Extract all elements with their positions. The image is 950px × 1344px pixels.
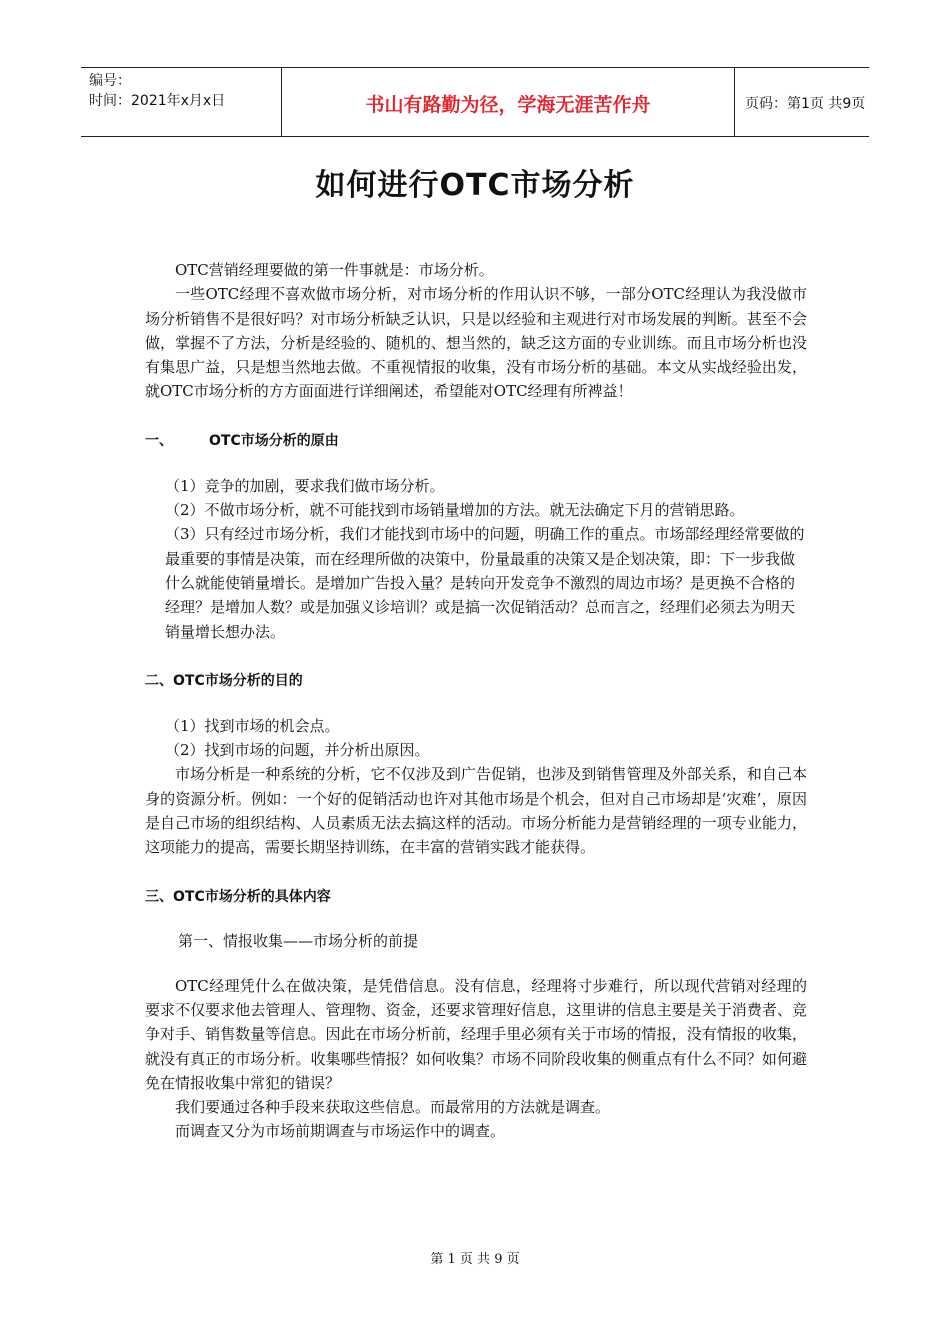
section-3-subheading: 第一、情报收集——市场分析的前提 [178,931,419,950]
section-1-number: 一、 [145,432,173,449]
document-title: 如何进行OTC市场分析 [315,168,635,203]
document-header [81,67,869,137]
section-2-item: （2）找到市场的问题，并分析出原因。 [165,741,430,760]
section-1-title: OTC市场分析的原由 [209,432,339,449]
section-2-heading: 二、OTC市场分析的目的 [145,672,303,689]
header-motto: 书山有路勤为径，学海无涯苦作舟 [365,94,651,116]
header-right-cell [735,68,869,136]
section-2-paragraph: 市场分析是一种系统的分析，它不仅涉及到广告促销，也涉及到销售管理及外部关系，和自己本身的资源分析。例如：一个好的促销活动也许对其他市场是个机会，但对自己市场却是‘灾难’，原因是自己市场的组织结构、人员素质无法去搞这样的活动。市场分析能力是营销经理的一项专业能力，这项能力的提高，需要长期坚持训练，在丰富的营销实践才能获得。 [145,765,807,857]
section-2-item: （1）找到市场的机会点。 [165,716,340,735]
section-1-heading [145,430,807,452]
serial-label: 编号： [89,73,131,89]
section-3-heading: 三、OTC市场分析的具体内容 [145,888,331,905]
header-left-cell [81,68,281,136]
section-1-item: （2）不做市场分析，就不可能找到市场销量增加的方法。就无法确定下月的营销思路。 [165,501,745,520]
section-3-paragraph-2: 我们要通过各种手段来获取这些信息。而最常用的方法就是调查。 [175,1098,611,1117]
header-page-info: 页码：第1页 共9页 [745,96,866,112]
intro-paragraph-2: 一些OTC经理不喜欢做市场分析，对市场分析的作用认识不够，一部分OTC经理认为我没做市场分析销售不是很好吗？对市场分析缺乏认识，只是以经验和主观进行对市场发展的判断。甚至不会做，掌握不了方法，分析是经验的、随机的、想当然的，缺乏这方面的专业训练。而且市场分析也没有集思广益，只是想当然地去做。不重视情报的收集，没有市场分析的基础。本文从实战经验出发，就OTC市场分析的方方面面进行详细阐述，希望能对OTC经理有所裨益！ [145,285,807,401]
page-footer: 第 1 页 共 9 页 [430,1252,520,1267]
section-1-item: （1）竞争的加剧，要求我们做市场分析。 [165,476,445,495]
intro-paragraph-1: OTC营销经理要做的第一件事就是：市场分析。 [175,261,494,279]
section-3-paragraph-3: 而调查又分为市场前期调查与市场运作中的调查。 [175,1122,506,1141]
document-body [145,258,807,1144]
section-3-paragraph-1: OTC经理凭什么在做决策，是凭借信息。没有信息，经理将寸步难行，所以现代营销对经理的要求不仅要求他去管理人、管理物、资金，还要求管理好信息，这里讲的信息主要是关于消费者、竞争对手、销售数量等信息。因此在市场分析前，经理手里必须有关于市场的情报，没有情报的收集，就没有真正的市场分析。收集哪些情报？如何收集？市场不同阶段收集的侧重点有什么不同？如何避免在情报收集中常犯的错误？ [145,976,807,1092]
header-motto-cell [281,68,735,136]
section-1-item-3: （3）只有经过市场分析，我们才能找到市场中的问题，明确工作的重点。市场部经理经常要做的最重要的事情是决策，而在经理所做的决策中，份量最重的决策又是企划决策，即：下一步我做什么就能使销量增长。是增加广告投入量？是转向开发竞争不激烈的周边市场？是更换不合格的经理？是增加人数？或是加强义诊培训？或是搞一次促销活动？总而言之，经理们必须去为明天销量增长想办法。 [165,525,805,641]
time-label: 时间：2021年x月x日 [89,93,226,109]
